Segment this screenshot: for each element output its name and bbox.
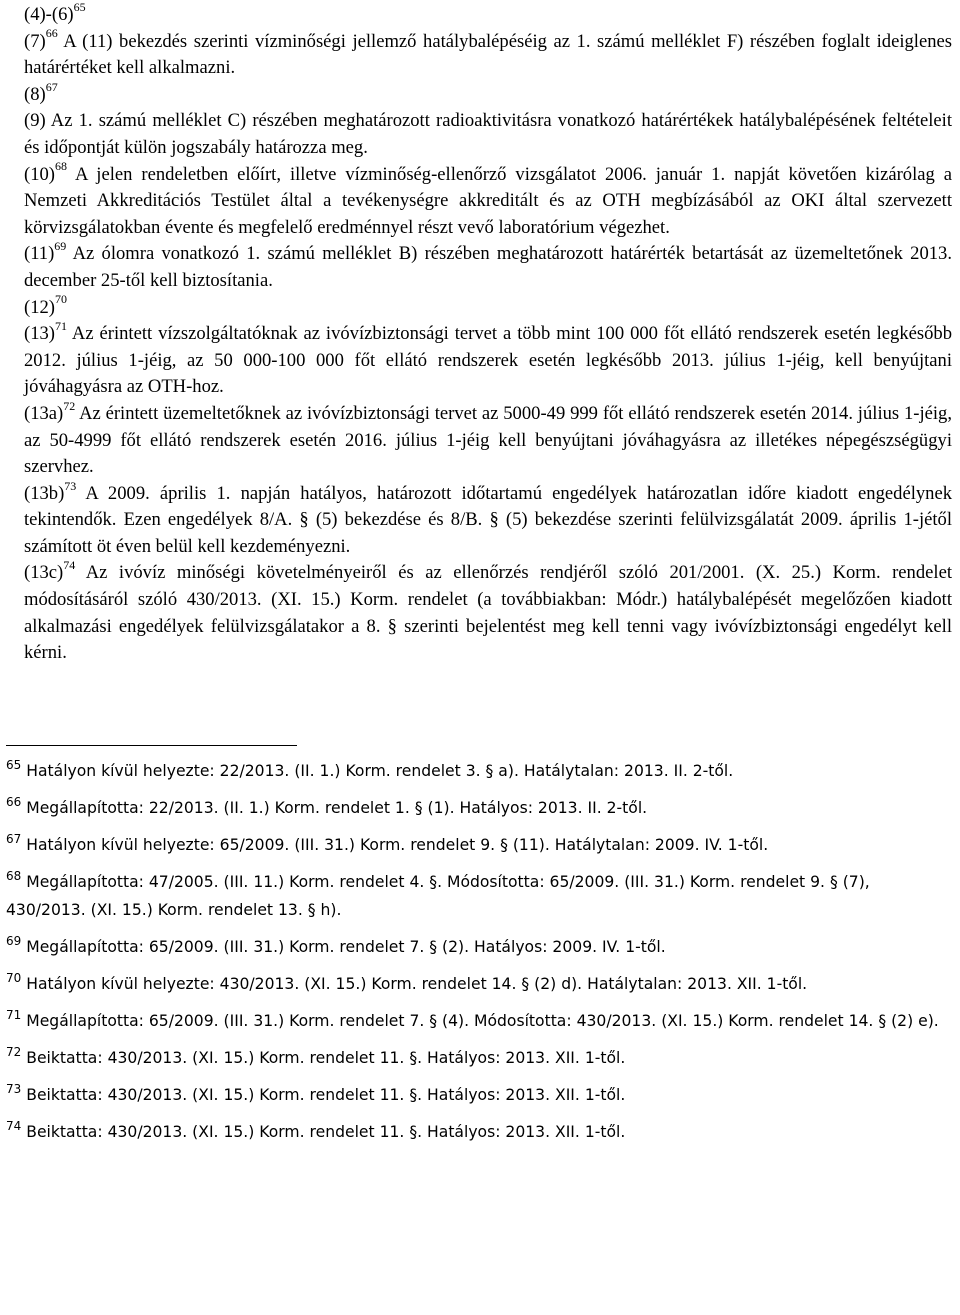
footnote-67 (6, 831, 952, 859)
paragraph-number: (13a) (24, 402, 64, 424)
paragraph-8 (6, 79, 952, 109)
footnotes (6, 757, 952, 1155)
paragraph-13b (6, 478, 952, 561)
footnote-text: Hatályon kívül helyezte: 65/2009. (III. 31.) Korm. rendelet 9. § (11). Hatálytalan: 2009. IV. 1-től. (26, 836, 769, 854)
paragraph-13 (6, 318, 953, 401)
paragraph-text: Az ivóvíz minőségi követelményeiről és az ellenőrzés rendjéről szóló 201/2001. (X. 25.) Korm. rendelet módosításáról szóló 430/2013. (XI. 15.) Korm. rendelet (a továbbiakban: Módr.) hatálybalépését megelőzően kiadott alkalmazási engedélyek felülvizsgálatakor a 8. § szerinti bejelentést meg kell tenni vagy ivóvízbiztonsági engedélyt kell kérni. (24, 562, 952, 664)
paragraph-text: Az ólomra vonatkozó 1. számú melléklet B) részében meghatározott határérték betartását az üzemeltetőnek 2013. december 25-től kell biztosítania. (24, 243, 952, 291)
paragraph-number: (9) (24, 110, 46, 132)
footnote-65 (6, 757, 952, 785)
footnote-text: Megállapította: 65/2009. (III. 31.) Korm. rendelet 7. § (4). Módosította: 430/2013. (XI. 15.) Korm. rendelet 14. § (2) e). (26, 1012, 939, 1030)
footnote-number: 70 (6, 970, 22, 985)
footnote-ref[interactable]: 74 (63, 558, 76, 573)
paragraph-number: (12) (24, 296, 55, 318)
footnote-ref[interactable]: 65 (73, 0, 86, 14)
regulation-body (6, 2, 952, 667)
paragraph-4-6 (6, 2, 952, 29)
paragraph-number: (13c) (24, 562, 64, 584)
footnote-text: Megállapította: 47/2005. (III. 11.) Korm. rendelet 4. §. Módosította: 65/2009. (III. 31.) Korm. rendelet 9. § (7), 430/2013. (XI. 15.) Korm. rendelet 13. § h). (6, 873, 870, 919)
footnote-number: 72 (6, 1044, 22, 1059)
footnote-ref[interactable]: 70 (54, 292, 67, 307)
footnote-number: 74 (6, 1118, 22, 1133)
footnote-number: 69 (6, 933, 22, 948)
footnote-text: Beiktatta: 430/2013. (XI. 15.) Korm. rendelet 11. §. Hatályos: 2013. XII. 1-től. (26, 1123, 626, 1141)
footnote-ref[interactable]: 66 (45, 26, 58, 41)
paragraph-text: Az érintett üzemeltetőknek az ivóvízbiztonsági tervet az 5000-49 999 főt ellátó rendszerek esetén 2014. július 1-jéig, az 50-4999 főt ellátó rendszerek esetén 2016. július 1-jéig kell benyújtani jóváhagyásra az illetékes népegészségügyi szervhez. (24, 402, 953, 478)
footnote-number: 67 (6, 831, 22, 846)
footnote-ref[interactable]: 72 (63, 398, 76, 413)
footnote-71 (6, 1007, 952, 1035)
footnote-text: Hatályon kívül helyezte: 430/2013. (XI. 15.) Korm. rendelet 14. § (2) d). Hatálytalan: 2013. XII. 1-től. (26, 975, 808, 993)
paragraph-number: (10) (24, 163, 55, 185)
footnote-text: Beiktatta: 430/2013. (XI. 15.) Korm. rendelet 11. §. Hatályos: 2013. XII. 1-től. (26, 1086, 626, 1104)
paragraph-text: A 2009. április 1. napján hatályos, határozott időtartamú engedélyek határozatlan időre kiadott engedélynek tekintendők. Ezen engedélyek 8/A. § (5) bekezdése és 8/B. § (5) bekezdése szerinti felülvizsgálatát 2009. április 1-jétől számított öt éven belül kell kezdeményezni. (24, 482, 952, 557)
paragraph-text: Az érintett vízszolgáltatóknak az ivóvízbiztonsági tervet a több mint 100 000 főt ellátó rendszerek esetén legkésőbb 2012. július 1-jéig, az 50 000-100 000 főt ellátó rendszerek esetén legkésőbb 2013. július 1-jéig, kell benyújtani jóváhagyásra az OTH-hoz. (24, 323, 953, 398)
footnote-69 (6, 933, 952, 961)
paragraph-13a (6, 398, 953, 481)
paragraph-number: (13) (24, 323, 55, 345)
footnote-70 (6, 970, 952, 998)
footnote-73 (6, 1081, 952, 1109)
paragraph-number: (13b) (24, 482, 65, 504)
footnote-number: 71 (6, 1007, 22, 1022)
footnote-number: 68 (6, 868, 22, 883)
paragraph-13c (6, 560, 952, 666)
footnote-ref[interactable]: 69 (54, 239, 67, 254)
paragraph-text: A (11) bekezdés szerinti vízminőségi jellemző hatálybalépéséig az 1. számú melléklet F) részében foglalt ideiglenes határértéket kell alkalmazni. (24, 30, 952, 79)
paragraph-number: (4)-(6) (24, 4, 74, 25)
paragraph-12 (6, 292, 952, 322)
footnote-ref[interactable]: 71 (54, 318, 67, 333)
footnote-number: 66 (6, 794, 22, 809)
paragraph-number: (11) (24, 243, 55, 265)
paragraph-7 (6, 26, 952, 82)
footnote-68 (6, 868, 952, 924)
footnote-text: Beiktatta: 430/2013. (XI. 15.) Korm. rendelet 11. §. Hatályos: 2013. XII. 1-től. (26, 1049, 626, 1067)
paragraph-10 (6, 159, 953, 242)
footnote-74 (6, 1118, 952, 1146)
paragraph-text: Az 1. számú melléklet C) részében meghatározott radioaktivitásra vonatkozó határértékek hatálybalépésének feltételeit és időpontját külön jogszabály határozza meg. (24, 110, 952, 158)
footnote-separator (6, 745, 297, 746)
footnote-ref[interactable]: 68 (54, 159, 67, 174)
paragraph-text: A jelen rendeletben előírt, illetve vízminőség-ellenőrző vizsgálatot 2006. január 1. napját követően kizárólag a Nemzeti Akkreditációs Testület által a tevékenységre akkreditált és az OTH megbízásából az OKI által szervezett körvizsgálatokban évente és megfelelő eredménnyel részt vevő laboratórium végezhet. (24, 163, 953, 238)
paragraph-number: (7) (24, 30, 46, 52)
paragraph-11 (6, 241, 952, 294)
footnote-72 (6, 1044, 952, 1072)
footnote-text: Megállapította: 22/2013. (II. 1.) Korm. rendelet 1. § (1). Hatályos: 2013. II. 2-től. (26, 799, 648, 817)
footnote-text: Hatályon kívül helyezte: 22/2013. (II. 1.) Korm. rendelet 3. § a). Hatálytalan: 2013. II. 2-től. (26, 762, 734, 780)
footnote-66 (6, 794, 952, 822)
footnote-text: Megállapította: 65/2009. (III. 31.) Korm. rendelet 7. § (2). Hatályos: 2009. IV. 1-től. (26, 938, 666, 956)
footnote-ref[interactable]: 73 (64, 478, 77, 493)
paragraph-number: (8) (24, 83, 46, 105)
footnote-number: 65 (6, 757, 22, 772)
footnote-ref[interactable]: 67 (45, 79, 58, 94)
footnote-number: 73 (6, 1081, 22, 1096)
paragraph-9 (6, 108, 952, 161)
